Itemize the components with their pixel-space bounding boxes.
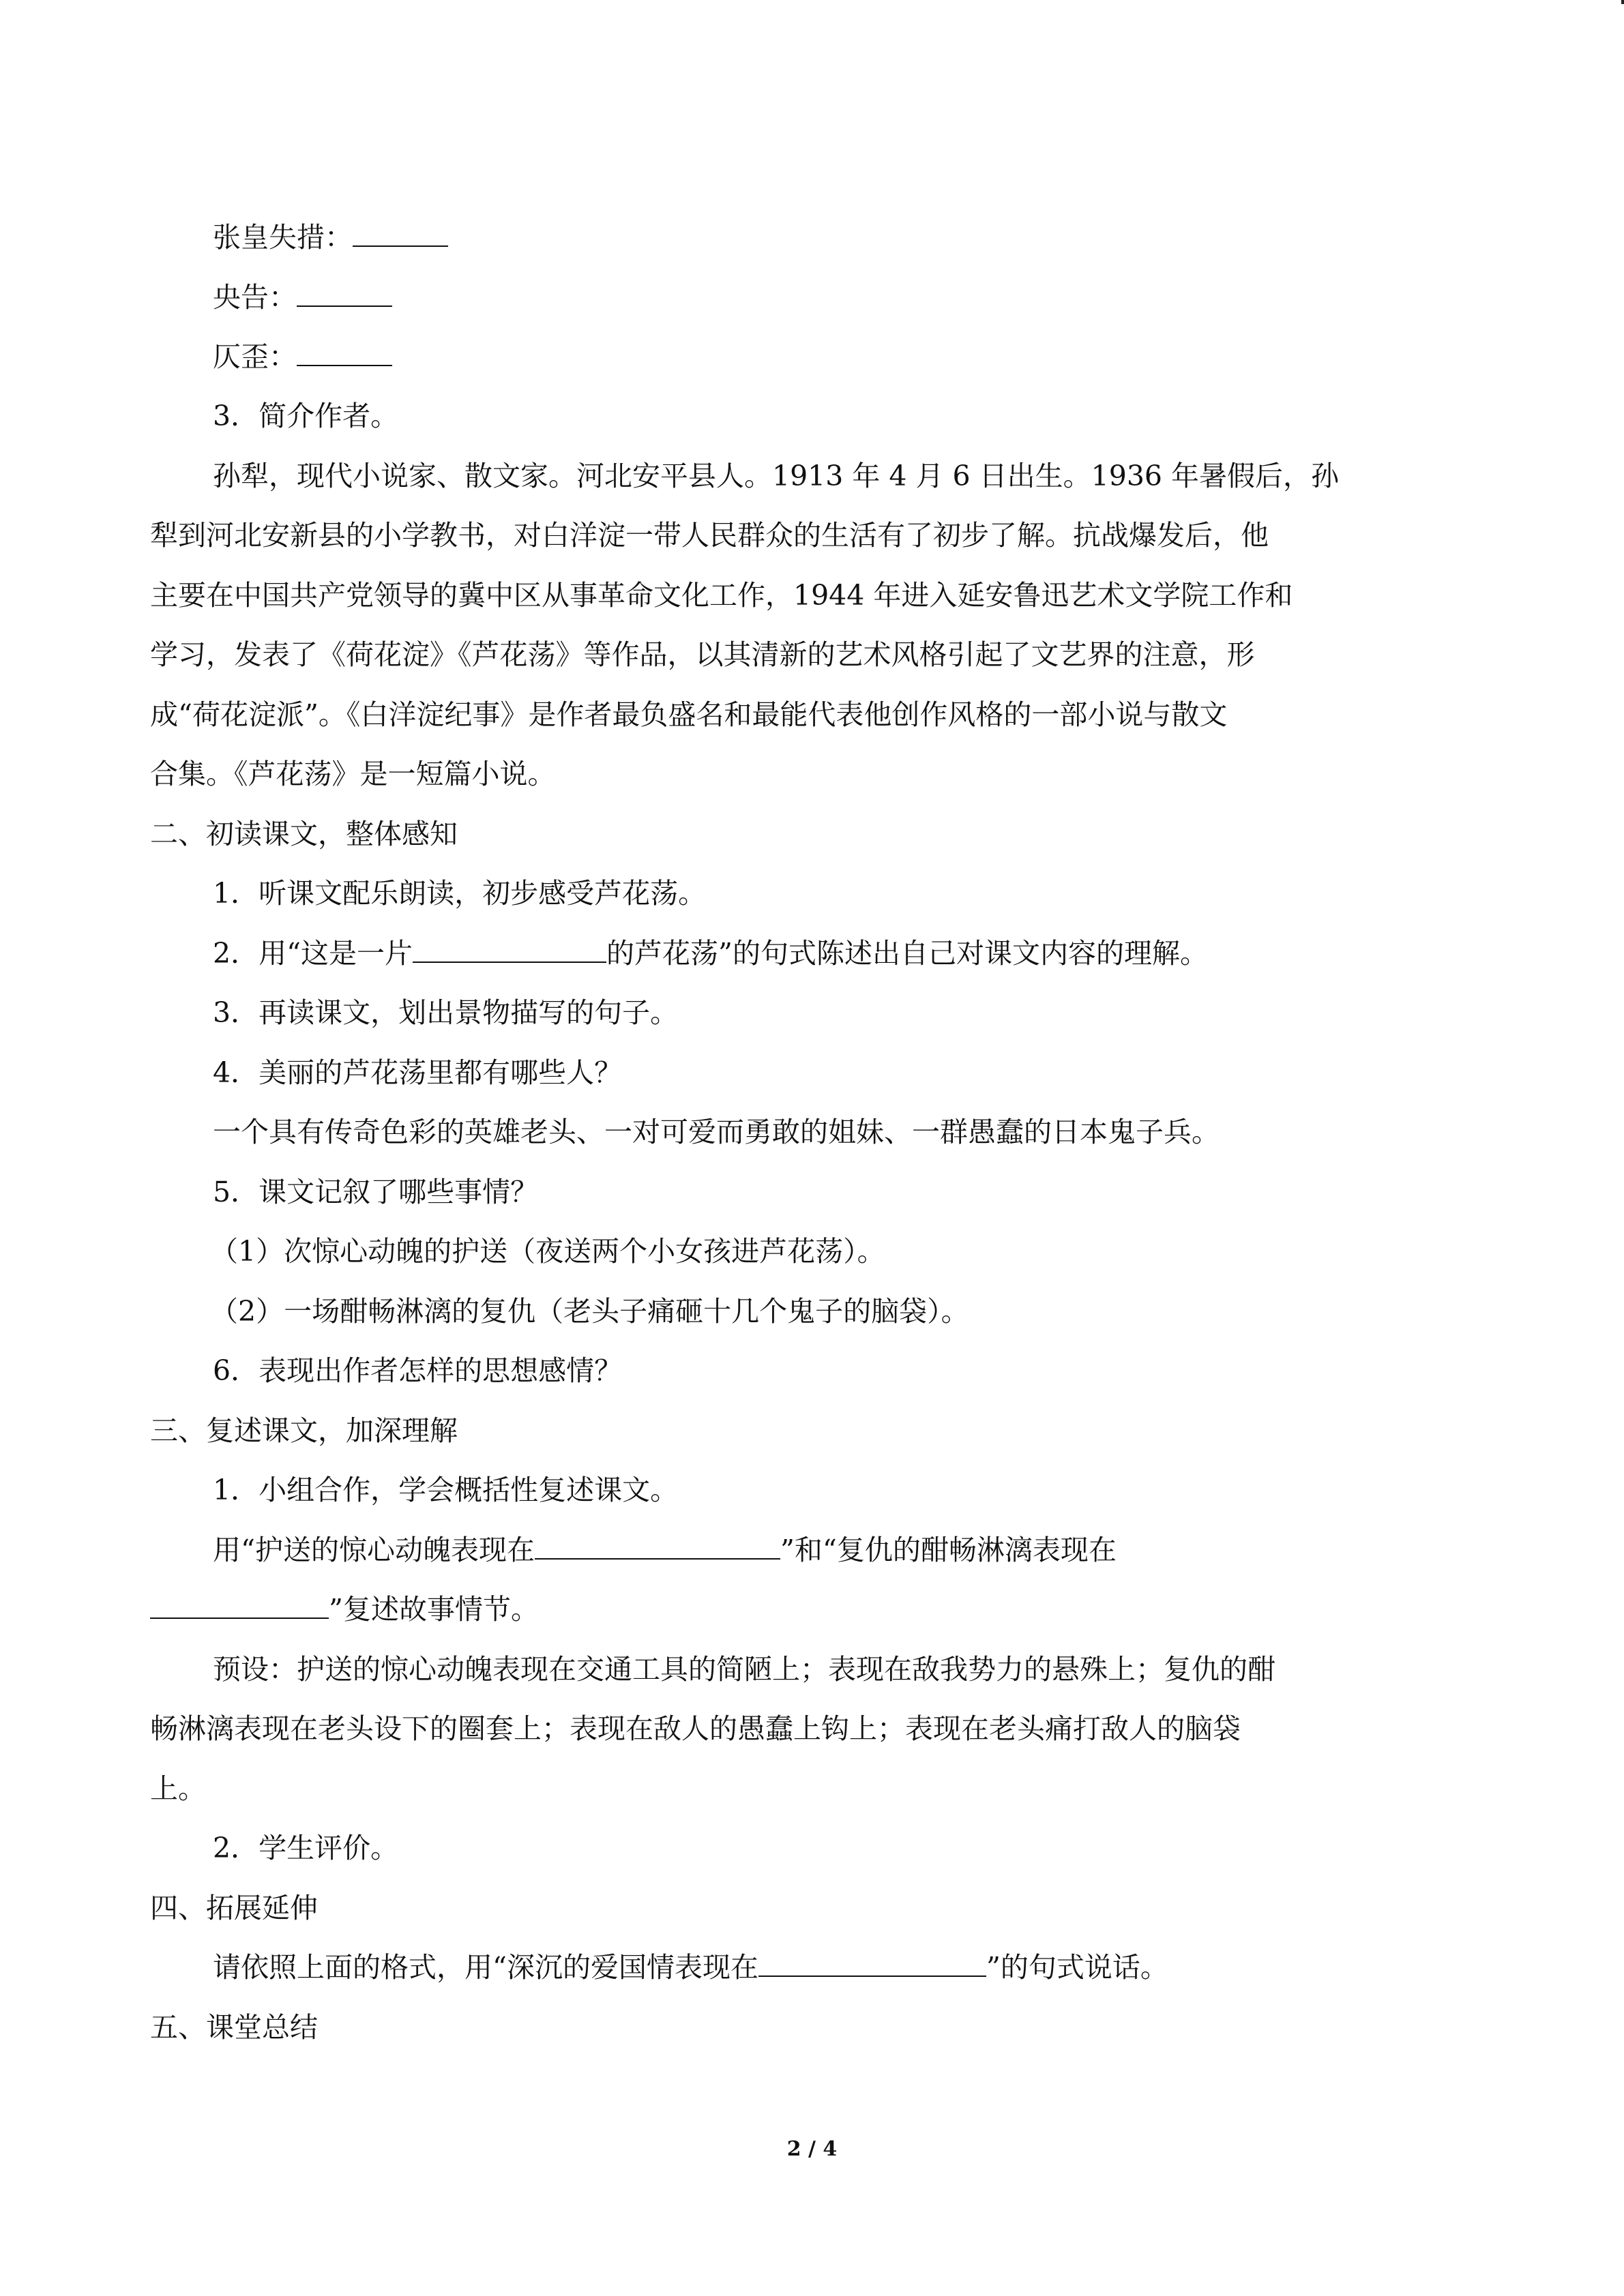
part4-prompt	[213, 1951, 1168, 1984]
heading-part-4: 四、拓展延伸	[150, 1892, 318, 1924]
part2-item-6: 6．表现出作者怎样的思想感情？	[213, 1354, 623, 1387]
vocab-line-2	[213, 281, 392, 314]
section-3-title: 3．简介作者。	[213, 400, 399, 432]
vocab-line-1	[213, 221, 448, 254]
part3-use-line	[213, 1536, 1117, 1564]
part3-item-2: 2．学生评价。	[213, 1832, 399, 1864]
author-line: 犁到河北安新县的小学教书，对白洋淀一带人民群众的生活有了初步了解。抗战爆发后，他	[150, 519, 1269, 552]
vocab-term: 张皇失措：	[213, 221, 353, 254]
page-number: 2 / 4	[786, 2137, 838, 2161]
author-line: 合集。《芦花荡》是一短篇小说。	[150, 758, 556, 790]
answer-blank	[297, 364, 392, 366]
item-text: 用“护送的惊心动魄表现在	[213, 1534, 535, 1566]
item-text: 2．用“这是一片	[213, 937, 413, 970]
answer-blank	[758, 1975, 986, 1977]
item-text: ”的句式说话。	[986, 1951, 1168, 1984]
vocab-term: 仄歪：	[213, 340, 297, 373]
author-line: 学习，发表了《荷花淀》《芦花荡》等作品，以其清新的艺术风格引起了文艺界的注意，形	[150, 638, 1255, 671]
preset-line: 上。	[150, 1772, 206, 1805]
part2-item-5-a: （1）次惊心动魄的护送（夜送两个小女孩进芦花荡）。	[210, 1235, 885, 1268]
part3-item-1: 1．小组合作，学会概括性复述课文。	[213, 1474, 679, 1506]
part2-item-1: 1．听课文配乐朗读，初步感受芦花荡。	[213, 877, 707, 910]
answer-blank	[353, 245, 448, 247]
part2-item-4: 4．美丽的芦花荡里都有哪些人？	[213, 1056, 623, 1089]
author-line: 孙犁，现代小说家、散文家。河北安平县人。1913 年 4 月 6 日出生。1936 年暑假后，孙	[213, 460, 1340, 492]
item-text: 的芦花荡”的句式陈述出自己对课文内容的理解。	[606, 937, 1209, 970]
preset-line: 畅淋漓表现在老头设下的圈套上；表现在敌人的愚蠢上钩上；表现在老头痛打敌人的脑袋	[150, 1712, 1241, 1745]
item-text: 请依照上面的格式，用“深沉的爱国情表现在	[213, 1951, 758, 1984]
heading-part-5: 五、课堂总结	[150, 2011, 318, 2044]
part3-use-line-cont	[150, 1593, 539, 1626]
author-line: 成“荷花淀派”。《白洋淀纪事》是作者最负盛名和最能代表他创作风格的一部小说与散文	[150, 698, 1228, 731]
part2-item-4-answer: 一个具有传奇色彩的英雄老头、一对可爱而勇敢的姐妹、一群愚蠢的日本鬼子兵。	[213, 1116, 1220, 1148]
answer-blank	[535, 1557, 780, 1560]
answer-blank	[413, 961, 606, 963]
answer-blank	[297, 305, 392, 307]
vocab-term: 央告：	[213, 281, 297, 314]
preset-line: 预设：护送的惊心动魄表现在交通工具的简陋上；表现在敌我势力的悬殊上；复仇的酣	[213, 1653, 1275, 1686]
heading-part-3: 三、复述课文，加深理解	[150, 1414, 458, 1447]
item-text: ”和“复仇的酣畅淋漓表现在	[780, 1534, 1117, 1566]
part2-item-3: 3．再读课文，划出景物描写的句子。	[213, 996, 679, 1029]
part2-item-2	[213, 937, 1209, 970]
vocab-line-3	[213, 340, 392, 373]
part2-item-5-b: （2）一场酣畅淋漓的复仇（老头子痛砸十几个鬼子的脑袋）。	[210, 1295, 969, 1328]
item-text: ”复述故事情节。	[329, 1593, 539, 1626]
page-edge-mark	[1621, 0, 1624, 4]
author-line: 主要在中国共产党领导的冀中区从事革命文化工作，1944 年进入延安鲁迅艺术文学院工作和	[150, 579, 1293, 612]
part2-item-5: 5．课文记叙了哪些事情？	[213, 1176, 539, 1208]
heading-part-2: 二、初读课文，整体感知	[150, 818, 458, 850]
answer-blank	[150, 1617, 329, 1619]
